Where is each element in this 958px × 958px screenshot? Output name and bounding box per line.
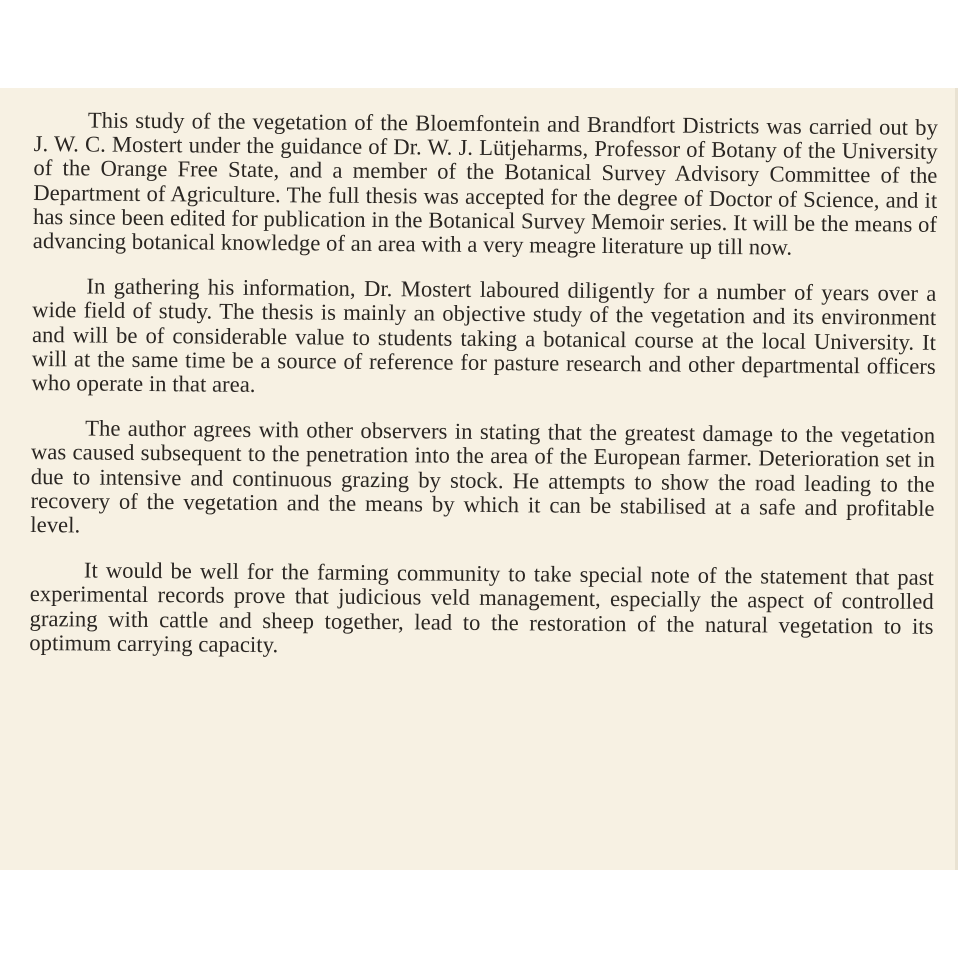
scanned-page [0, 88, 958, 870]
foreword-text [29, 108, 938, 663]
paragraph-study-overview: This study of the vegetation of the Bloemfontein and Brandfort Districts was carried out by J. W. C. Mostert under the guidance of Dr. W. J. Lütjeharms, Professor of Botany of the University of the Orange Free State, and a member of the Botanical Survey Advisory Committee of the Department of Agriculture. The full thesis was accepted for the degree of Doctor of Science, and it has since been edited for publication in the Botanical Survey Memoir series. It will be the means of advancing botanical knowledge of an area with a very meagre literature up till now. [32, 107, 938, 260]
paragraph-information-gathering: In gathering his information, Dr. Mostert laboured diligently for a number of years over a wide field of study. The thesis is mainly an objective study of the vegetation and its environment and will be of considerable value to students taking a botanical course at the local University. It will at the same time be a source of reference for pasture research and other departmental officers who operate in that area. [31, 273, 937, 397]
paragraph-vegetation-damage: The author agrees with other observers in stating that the greatest damage to the vegetation was caused subsequent to the penetration into the area of the European farmer. Deterioration set in due to intensive and continuous grazing by stock. He attempts to show the road leading to the recovery of the vegetation and the means by which it can be stabilised at a safe and profitable level. [30, 415, 936, 538]
paragraph-farming-community-note: It would be well for the farming community to take special note of the statement that past experimental records prove that judicious veld management, especially the aspect of controlled grazing with cattle and sheep together, lead to the restoration of the natural vegetation to its optimum carrying capacity. [29, 557, 935, 658]
